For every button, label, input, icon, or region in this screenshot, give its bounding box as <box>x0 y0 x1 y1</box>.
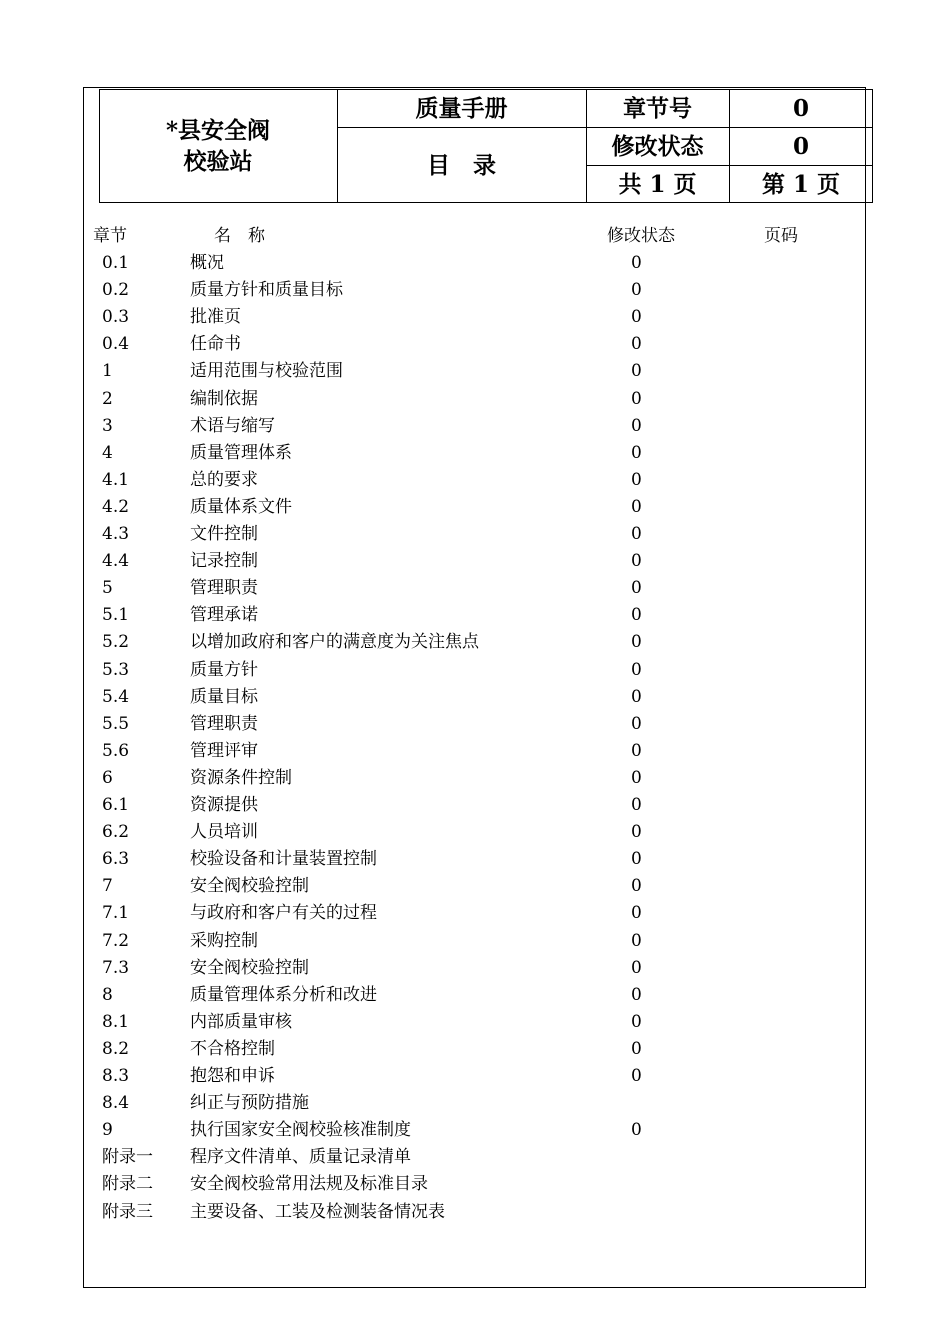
section-title: 目 录 <box>427 151 496 179</box>
toc-revision-status: 0 <box>631 415 642 436</box>
toc-section-number: 5.3 <box>102 659 130 680</box>
toc-revision-status: 0 <box>631 551 642 572</box>
toc-section-number: 3 <box>102 415 113 436</box>
toc-section-number: 9 <box>102 1120 113 1141</box>
col-page-header: 页码 <box>764 226 798 246</box>
toc-section-number: 0.3 <box>102 307 130 328</box>
toc-section-name: 记录控制 <box>190 551 258 572</box>
toc-section-number: 4.2 <box>102 496 130 517</box>
toc-row <box>0 331 950 358</box>
toc-revision-status: 0 <box>631 253 642 273</box>
toc-section-number: 4.1 <box>102 469 130 490</box>
toc-section-name: 以增加政府和客户的满意度为关注焦点 <box>190 632 479 653</box>
current-page: 第 1 页 <box>761 170 841 198</box>
toc-row <box>0 413 950 440</box>
toc-section-number: 8 <box>102 984 113 1005</box>
toc-section-name: 主要设备、工装及检测装备情况表 <box>190 1201 445 1222</box>
total-pages: 共 1 页 <box>618 170 697 198</box>
toc-section-name: 质量体系文件 <box>190 496 292 517</box>
toc-section-name: 安全阀校验控制 <box>190 876 309 897</box>
toc-section-name: 安全阀校验控制 <box>190 957 309 978</box>
toc-section-name: 质量管理体系 <box>190 442 292 463</box>
toc-section-name: 与政府和客户有关的过程 <box>190 903 377 924</box>
chapter-value: 0 <box>792 94 809 122</box>
toc-section-number: 5.1 <box>102 605 130 626</box>
toc-section-name: 质量管理体系分析和改进 <box>190 984 377 1005</box>
toc-row <box>0 494 950 521</box>
toc-row <box>0 521 950 548</box>
toc-revision-status: 0 <box>631 442 642 463</box>
toc-section-number: 5.5 <box>102 713 130 734</box>
toc-revision-status: 0 <box>631 876 642 897</box>
toc-revision-status: 0 <box>631 496 642 517</box>
toc-row <box>0 738 950 765</box>
toc-row <box>0 873 950 900</box>
toc-revision-status: 0 <box>631 307 642 328</box>
toc-row <box>0 657 950 684</box>
toc-row <box>0 1117 950 1144</box>
toc-section-number: 0.4 <box>102 334 130 355</box>
toc-section-name: 编制依据 <box>190 388 258 409</box>
toc-revision-status: 0 <box>631 686 642 707</box>
toc-section-number: 6.2 <box>102 822 130 843</box>
revision-label: 修改状态 <box>611 132 704 160</box>
chapter-label: 章节号 <box>623 94 692 122</box>
toc-row <box>0 846 950 873</box>
toc-row <box>0 467 950 494</box>
toc-row <box>0 575 950 602</box>
toc-section-number: 4.3 <box>102 524 130 544</box>
toc-section-name: 内部质量审核 <box>190 1011 292 1032</box>
document-header <box>99 89 873 203</box>
toc-revision-status: 0 <box>631 795 642 815</box>
toc-section-name: 资源条件控制 <box>190 767 292 788</box>
toc-section-name: 文件控制 <box>190 524 258 544</box>
toc-section-name: 校验设备和计量装置控制 <box>190 849 377 870</box>
toc-section-number: 7 <box>102 876 113 897</box>
col-name-header: 名 称 <box>214 226 265 246</box>
toc-section-name: 人员培训 <box>190 822 258 843</box>
col-section-header: 章节 <box>93 226 127 246</box>
toc-revision-status: 0 <box>631 930 642 951</box>
toc-section-name: 程序文件清单、质量记录清单 <box>190 1147 411 1168</box>
toc-section-number: 2 <box>102 388 113 409</box>
toc-section-number: 附录二 <box>102 1174 153 1195</box>
toc-section-number: 5.2 <box>102 632 130 653</box>
toc-revision-status: 0 <box>631 713 642 734</box>
toc-row <box>0 765 950 792</box>
toc-row <box>0 1171 950 1198</box>
toc-section-name: 抱怨和申诉 <box>190 1066 275 1086</box>
toc-revision-status: 0 <box>631 1066 642 1086</box>
toc-section-number: 0.2 <box>102 280 130 301</box>
toc-revision-status: 0 <box>631 632 642 653</box>
toc-row <box>0 684 950 711</box>
toc-section-number: 5.4 <box>102 686 130 707</box>
toc-section-number: 8.1 <box>102 1011 130 1032</box>
toc-section-number: 0.1 <box>102 253 130 273</box>
toc-section-name: 安全阀校验常用法规及标准目录 <box>190 1174 428 1195</box>
toc-section-number: 8.4 <box>102 1093 130 1114</box>
toc-section-number: 6 <box>102 767 113 788</box>
toc-row <box>0 1090 950 1117</box>
toc-section-number: 1 <box>102 361 113 382</box>
toc-section-number: 4.4 <box>102 551 130 572</box>
toc-section-name: 质量方针和质量目标 <box>190 280 343 301</box>
toc-revision-status: 0 <box>631 1011 642 1032</box>
toc-row <box>0 819 950 846</box>
toc-revision-status: 0 <box>631 469 642 490</box>
toc-row <box>0 440 950 467</box>
toc-section-name: 资源提供 <box>190 795 258 815</box>
toc-row <box>0 1063 950 1090</box>
toc-row <box>0 277 950 304</box>
toc-section-name: 纠正与预防措施 <box>190 1093 309 1114</box>
toc-row <box>0 792 950 819</box>
toc-section-name: 采购控制 <box>190 930 258 951</box>
org-name: *县安全阀校验站 <box>165 117 271 175</box>
toc-revision-status: 0 <box>631 388 642 409</box>
toc-section-number: 附录三 <box>102 1201 153 1222</box>
toc-section-number: 7.1 <box>102 903 130 924</box>
toc-row <box>0 1144 950 1171</box>
toc-row <box>0 711 950 738</box>
revision-value: 0 <box>792 132 809 160</box>
toc-section-name: 执行国家安全阀校验核准制度 <box>190 1120 411 1141</box>
toc-revision-status: 0 <box>631 361 642 382</box>
toc-row <box>0 928 950 955</box>
toc-section-number: 7.2 <box>102 930 130 951</box>
toc-section-name: 术语与缩写 <box>190 415 275 436</box>
toc-row <box>0 304 950 331</box>
toc-section-number: 8.2 <box>102 1038 130 1059</box>
toc-revision-status: 0 <box>631 903 642 924</box>
toc-revision-status: 0 <box>631 740 642 761</box>
toc-revision-status: 0 <box>631 524 642 544</box>
toc-section-name: 不合格控制 <box>190 1038 275 1059</box>
toc-row <box>0 386 950 413</box>
col-revision-header: 修改状态 <box>607 226 675 246</box>
toc-section-name: 概况 <box>190 253 224 273</box>
toc-row <box>0 548 950 575</box>
toc-row <box>0 1199 950 1226</box>
toc-section-name: 批准页 <box>190 307 241 328</box>
toc-revision-status: 0 <box>631 984 642 1005</box>
toc-section-name: 质量目标 <box>190 686 258 707</box>
toc-row <box>0 602 950 629</box>
toc-row <box>0 250 950 277</box>
toc-section-name: 总的要求 <box>190 469 258 490</box>
toc-section-number: 5 <box>102 578 113 599</box>
toc-section-number: 6.1 <box>102 795 130 815</box>
toc-section-name: 质量方针 <box>190 659 258 680</box>
toc-row <box>0 1036 950 1063</box>
toc-revision-status: 0 <box>631 767 642 788</box>
toc-row <box>0 982 950 1009</box>
toc-revision-status: 0 <box>631 659 642 680</box>
toc-revision-status: 0 <box>631 957 642 978</box>
toc-revision-status: 0 <box>631 1038 642 1059</box>
toc-section-name: 管理评审 <box>190 740 258 761</box>
toc-section-name: 管理职责 <box>190 713 258 734</box>
toc-revision-status: 0 <box>631 334 642 355</box>
toc-revision-status: 0 <box>631 280 642 301</box>
toc-section-number: 4 <box>102 442 113 463</box>
org-name-cell <box>99 89 337 203</box>
toc-section-number: 8.3 <box>102 1066 130 1086</box>
toc-section-name: 管理承诺 <box>190 605 258 626</box>
toc-row <box>0 900 950 927</box>
toc-revision-status: 0 <box>631 605 642 626</box>
toc-section-number: 6.3 <box>102 849 130 870</box>
toc-revision-status: 0 <box>631 578 642 599</box>
toc-section-number: 5.6 <box>102 740 130 761</box>
toc-section-name: 管理职责 <box>190 578 258 599</box>
toc-row <box>0 629 950 656</box>
toc-row <box>0 358 950 385</box>
toc-row <box>0 955 950 982</box>
toc-section-number: 7.3 <box>102 957 130 978</box>
toc-revision-status: 0 <box>631 822 642 843</box>
toc-row <box>0 1009 950 1036</box>
doc-title: 质量手册 <box>415 94 508 122</box>
toc-section-name: 任命书 <box>190 334 241 355</box>
toc-section-number: 附录一 <box>102 1147 153 1168</box>
toc-revision-status: 0 <box>631 1120 642 1141</box>
toc-revision-status: 0 <box>631 849 642 870</box>
toc-header-row <box>0 223 950 250</box>
toc-section-name: 适用范围与校验范围 <box>190 361 343 382</box>
